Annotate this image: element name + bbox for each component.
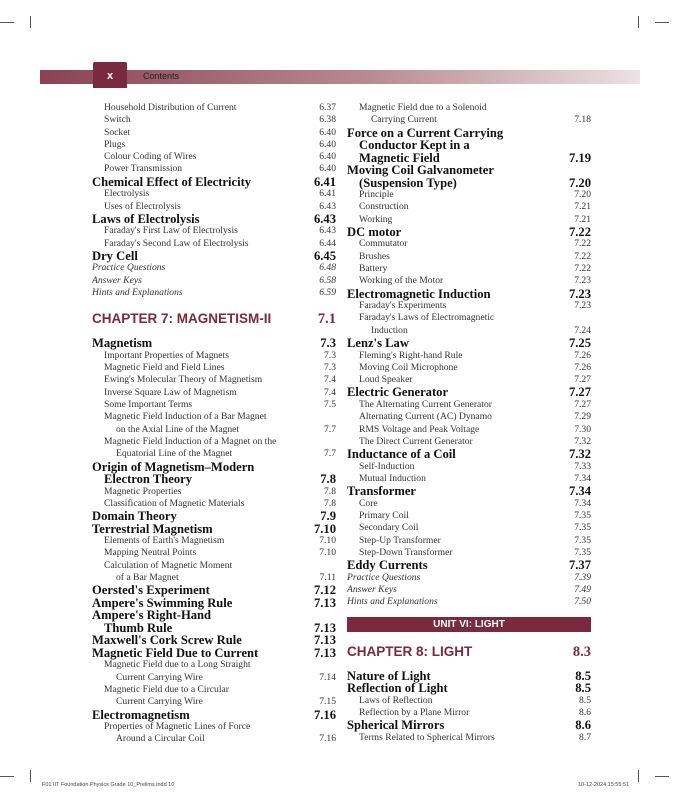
page-number: 7.20 bbox=[568, 175, 591, 190]
toc-topic bbox=[92, 709, 336, 722]
toc-title: Faraday's Experiments bbox=[359, 300, 447, 312]
page-number: 7.27 bbox=[574, 398, 591, 410]
toc-title: Practice Questions bbox=[347, 571, 421, 583]
toc-title: Brushes bbox=[359, 250, 390, 262]
toc-topic bbox=[92, 213, 336, 226]
toc-topic bbox=[92, 337, 336, 350]
toc-subtopic bbox=[92, 547, 336, 559]
page-number: 7.14 bbox=[319, 671, 336, 683]
toc-title: Ewing's Molecular Theory of Magnetism bbox=[104, 374, 263, 386]
toc-subtopic bbox=[92, 387, 336, 399]
toc-subtopic bbox=[347, 399, 591, 411]
toc-title: Carrying Current bbox=[371, 114, 437, 126]
page-number: 8.6 bbox=[575, 718, 591, 733]
page-number: 7.39 bbox=[574, 571, 591, 583]
chapter-heading bbox=[347, 644, 591, 660]
toc-title: Transformer bbox=[347, 484, 417, 499]
page-number: 7.32 bbox=[568, 447, 591, 462]
toc-subtopic bbox=[92, 275, 336, 287]
page-number: 7.12 bbox=[313, 583, 336, 598]
page-number: 7.16 bbox=[313, 707, 336, 722]
toc-subtopic bbox=[347, 596, 591, 608]
page-number: 7.26 bbox=[574, 361, 591, 373]
toc-topic bbox=[347, 719, 591, 732]
toc-title: Magnetic Field Induction of a Bar Magnet bbox=[104, 411, 267, 423]
toc-subtopic bbox=[92, 102, 336, 114]
page-number: 7.13 bbox=[313, 645, 336, 660]
toc-subtopic bbox=[92, 188, 336, 200]
toc-title: Magnetic Field due to a Circular bbox=[104, 683, 229, 695]
page-number: 7.29 bbox=[574, 411, 591, 423]
page-number: 7.34 bbox=[574, 497, 591, 509]
toc-title: Ampere's Swimming Rule bbox=[92, 595, 233, 610]
toc-title: DC motor bbox=[347, 224, 402, 239]
toc-title: Self-Induction bbox=[359, 460, 415, 472]
toc-topic bbox=[347, 559, 591, 572]
toc-title: Practice Questions bbox=[92, 262, 166, 274]
crop-mark bbox=[655, 776, 669, 777]
header-band bbox=[40, 70, 640, 84]
toc-topic bbox=[347, 485, 591, 498]
page-number: 7.1 bbox=[317, 311, 336, 328]
chapter-heading bbox=[92, 311, 336, 327]
toc-topic bbox=[92, 250, 336, 263]
toc-topic bbox=[347, 226, 591, 239]
toc-topic bbox=[92, 647, 336, 660]
toc-subtopic bbox=[92, 560, 336, 585]
toc-title: Electrolysis bbox=[104, 188, 150, 200]
page-number: 7.22 bbox=[568, 224, 591, 239]
toc-subtopic bbox=[92, 411, 336, 436]
toc-title: Magnetic Field Induction of a Magnet on the bbox=[104, 435, 277, 447]
toc-title: Terrestrial Magnetism bbox=[92, 521, 213, 536]
toc-title: (Suspension Type) bbox=[359, 175, 457, 190]
page-number: 7.32 bbox=[574, 435, 591, 447]
toc-title: Magnetic Field due to a Solenoid bbox=[359, 102, 487, 113]
toc-subtopic bbox=[347, 498, 591, 510]
toc-title: Important Properties of Magnets bbox=[104, 349, 229, 361]
crop-mark bbox=[30, 770, 31, 782]
toc-topic bbox=[347, 448, 591, 461]
toc-subtopic bbox=[92, 436, 336, 461]
page-number: 7.19 bbox=[568, 150, 591, 165]
crop-mark bbox=[638, 16, 639, 28]
toc-title: Chemical Effect of Electricity bbox=[92, 174, 252, 189]
toc-title: Magnetic Field bbox=[359, 150, 440, 165]
page-number: 7.23 bbox=[568, 286, 591, 301]
toc-topic bbox=[92, 176, 336, 189]
page-number: 7.10 bbox=[313, 521, 336, 536]
page-number: 7.18 bbox=[574, 114, 591, 126]
toc-subtopic bbox=[347, 522, 591, 534]
crop-mark bbox=[638, 770, 639, 782]
crop-mark bbox=[0, 22, 14, 23]
unit-heading bbox=[347, 617, 591, 632]
page-number: 7.25 bbox=[568, 336, 591, 351]
toc-title: Magnetic Field and Field Lines bbox=[104, 362, 225, 374]
toc-topic bbox=[347, 164, 591, 189]
page-number: 6.43 bbox=[313, 211, 336, 226]
toc-title: Spherical Mirrors bbox=[347, 718, 445, 733]
toc-title: Some Important Terms bbox=[104, 399, 193, 411]
toc-topic bbox=[92, 523, 336, 536]
toc-title: Electromagnetism bbox=[92, 707, 190, 722]
toc-title: Elements of Earth's Magnetism bbox=[104, 535, 225, 547]
page-number: 6.40 bbox=[319, 138, 336, 150]
toc-title: Thumb Rule bbox=[104, 620, 173, 635]
toc-title: Magnetism bbox=[92, 336, 153, 351]
toc-title: The Direct Current Generator bbox=[359, 435, 473, 447]
toc-subtopic bbox=[347, 732, 591, 744]
page-number: 7.34 bbox=[568, 484, 591, 499]
toc-subtopic bbox=[347, 350, 591, 362]
page-number: 7.35 bbox=[574, 534, 591, 546]
toc-subtopic bbox=[92, 163, 336, 175]
page-number: 8.5 bbox=[575, 681, 591, 696]
toc-title: Eddy Currents bbox=[347, 558, 428, 573]
page-number: 7.3 bbox=[324, 349, 336, 361]
page-number: 7.8 bbox=[320, 472, 336, 487]
toc-title: Core bbox=[359, 497, 378, 509]
toc-subtopic bbox=[347, 300, 591, 312]
toc-subtopic bbox=[347, 584, 591, 596]
page-number: 7.9 bbox=[320, 509, 336, 524]
page-number: 7.15 bbox=[319, 696, 336, 708]
page-number: 7.49 bbox=[574, 584, 591, 596]
page-number: 6.38 bbox=[319, 114, 336, 126]
toc-topic bbox=[347, 682, 591, 695]
toc-title: Domain Theory bbox=[92, 509, 177, 524]
toc-subtopic bbox=[347, 411, 591, 423]
toc-title: Induction bbox=[371, 324, 408, 336]
toc-title: Force on a Current Carrying bbox=[347, 125, 504, 140]
page-number: 7.35 bbox=[574, 546, 591, 558]
toc-subtopic bbox=[347, 275, 591, 287]
toc-title: Classification of Magnetic Materials bbox=[104, 497, 245, 509]
toc-subtopic bbox=[92, 486, 336, 498]
page-number: 7.11 bbox=[319, 572, 336, 584]
toc-title: Origin of Magnetism–Modern bbox=[92, 459, 255, 474]
toc-title: Mapping Neutral Points bbox=[104, 547, 197, 559]
toc-title: Plugs bbox=[104, 138, 126, 150]
toc-title: Step-Down Transformer bbox=[359, 546, 453, 558]
footer-timestamp: 10-12-2024 15:55:51 bbox=[578, 782, 630, 788]
toc-subtopic bbox=[92, 262, 336, 274]
toc-title: Primary Coil bbox=[359, 510, 409, 522]
toc-title: Working bbox=[359, 213, 393, 225]
toc-topic bbox=[92, 461, 336, 486]
toc-subtopic bbox=[347, 510, 591, 522]
page-number: 7.3 bbox=[320, 336, 336, 351]
page-number: 7.5 bbox=[324, 399, 336, 411]
page-number: 7.22 bbox=[574, 238, 591, 250]
page-number: 7.33 bbox=[574, 460, 591, 472]
toc-subtopic bbox=[347, 362, 591, 374]
page-number: 7.37 bbox=[568, 558, 591, 573]
toc-title: Inverse Square Law of Magnetism bbox=[104, 386, 237, 398]
running-header: Contents bbox=[143, 71, 180, 81]
toc-title: Step-Up Transformer bbox=[359, 534, 441, 546]
toc-title: Electric Generator bbox=[347, 385, 449, 400]
toc-title: Reflection by a Plane Mirror bbox=[359, 706, 470, 718]
toc-title: Conductor Kept in a bbox=[359, 138, 470, 153]
toc-subtopic bbox=[347, 189, 591, 201]
toc-subtopic bbox=[347, 263, 591, 275]
unit-title: UNIT VI: LIGHT bbox=[433, 618, 505, 630]
toc-title: Inductance of a Coil bbox=[347, 447, 456, 462]
toc-topic bbox=[347, 337, 591, 350]
toc-title: Switch bbox=[104, 114, 131, 126]
page-number: 7.13 bbox=[313, 633, 336, 648]
toc-subtopic bbox=[92, 535, 336, 547]
toc-title: CHAPTER 8: LIGHT bbox=[347, 643, 473, 659]
page-number: 6.40 bbox=[319, 163, 336, 175]
page-number: 7.16 bbox=[319, 733, 336, 745]
toc-title: of a Bar Magnet bbox=[116, 572, 179, 584]
toc-subtopic bbox=[92, 350, 336, 362]
toc-title: Loud Speaker bbox=[359, 374, 413, 386]
toc-column-right bbox=[347, 102, 591, 744]
toc-title: Answer Keys bbox=[347, 584, 397, 596]
toc-topic bbox=[347, 288, 591, 301]
toc-title: Battery bbox=[359, 263, 388, 275]
page-number: 7.21 bbox=[574, 201, 591, 213]
toc-title: Laws of Reflection bbox=[359, 694, 433, 706]
toc-subtopic bbox=[347, 535, 591, 547]
toc-title: Answer Keys bbox=[92, 274, 142, 286]
toc-title: Hints and Explanations bbox=[92, 287, 183, 299]
page-number: 8.7 bbox=[579, 731, 591, 743]
toc-title: Colour Coding of Wires bbox=[104, 151, 197, 163]
page-number: 7.13 bbox=[313, 595, 336, 610]
page-number: 7.4 bbox=[324, 374, 336, 386]
page-number: 7.13 bbox=[313, 620, 336, 635]
toc-subtopic bbox=[92, 374, 336, 386]
toc-subtopic bbox=[347, 102, 591, 127]
page-number: 7.30 bbox=[574, 423, 591, 435]
page-number: 7.35 bbox=[574, 510, 591, 522]
toc-title: Nature of Light bbox=[347, 668, 431, 683]
page-number: 7.34 bbox=[574, 472, 591, 484]
crop-mark bbox=[0, 776, 14, 777]
toc-title: The Alternating Current Generator bbox=[359, 398, 492, 410]
footer-file: F01 IIT Foundation Physics Grade 10_Prelims.indd 10 bbox=[42, 782, 175, 788]
page-number: 6.45 bbox=[313, 248, 336, 263]
page-number: 7.26 bbox=[574, 349, 591, 361]
toc-topic bbox=[92, 510, 336, 523]
toc-title: Power Transmission bbox=[104, 163, 183, 175]
page-number-tab: x bbox=[93, 62, 127, 88]
page-number: 7.7 bbox=[324, 448, 336, 460]
toc-subtopic bbox=[92, 399, 336, 411]
toc-title: Around a Circular Coil bbox=[116, 733, 205, 745]
page-number: 7.23 bbox=[574, 275, 591, 287]
page-number: 6.43 bbox=[319, 225, 336, 237]
toc-subtopic bbox=[347, 201, 591, 213]
crop-mark bbox=[30, 16, 31, 28]
toc-title: Ampere's Right-Hand bbox=[92, 608, 212, 623]
toc-subtopic bbox=[92, 721, 336, 746]
toc-title: Principle bbox=[359, 189, 394, 201]
toc-topic bbox=[92, 584, 336, 597]
toc-title: Electromagnetic Induction bbox=[347, 286, 491, 301]
toc-title: Equatorial Line of the Magnet bbox=[116, 448, 233, 460]
toc-title: Household Distribution of Current bbox=[104, 102, 237, 113]
toc-subtopic bbox=[92, 287, 336, 299]
page-number: 7.10 bbox=[319, 547, 336, 559]
toc-subtopic bbox=[92, 114, 336, 126]
toc-title: Laws of Electrolysis bbox=[92, 211, 200, 226]
page-number: 7.4 bbox=[324, 386, 336, 398]
page-number: 7.21 bbox=[574, 213, 591, 225]
page-number: 6.40 bbox=[319, 151, 336, 163]
page-number: 6.59 bbox=[319, 287, 336, 299]
page-number: 6.41 bbox=[313, 174, 336, 189]
toc-title: Fleming's Right-hand Rule bbox=[359, 349, 463, 361]
page-number: 7.22 bbox=[574, 250, 591, 262]
toc-title: Current Carrying Wire bbox=[116, 671, 203, 683]
toc-title: Terms Related to Spherical Mirrors bbox=[359, 731, 495, 743]
toc-subtopic bbox=[347, 695, 591, 707]
page-number: 8.3 bbox=[572, 643, 591, 660]
toc-subtopic bbox=[347, 238, 591, 250]
page-number: 8.6 bbox=[579, 706, 591, 718]
page-number: 7.8 bbox=[324, 497, 336, 509]
toc-title: Uses of Electrolysis bbox=[104, 200, 181, 212]
toc-subtopic bbox=[92, 127, 336, 139]
toc-topic bbox=[347, 386, 591, 399]
page-number: 8.5 bbox=[575, 668, 591, 683]
toc-title: Lenz's Law bbox=[347, 336, 409, 351]
toc-title: CHAPTER 7: MAGNETISM-II bbox=[92, 311, 272, 327]
toc-title: Faraday's First Law of Electrolysis bbox=[104, 225, 238, 237]
page-number: 6.44 bbox=[319, 237, 336, 249]
toc-title: Electron Theory bbox=[104, 472, 193, 487]
toc-column-left bbox=[92, 102, 336, 746]
toc-title: Commutator bbox=[359, 238, 408, 250]
toc-title: Maxwell's Cork Screw Rule bbox=[92, 633, 242, 648]
toc-title: Calculation of Magnetic Moment bbox=[104, 559, 233, 571]
toc-subtopic bbox=[347, 312, 591, 337]
toc-title: Socket bbox=[104, 126, 131, 138]
toc-title: Oersted's Experiment bbox=[92, 583, 210, 598]
toc-subtopic bbox=[347, 572, 591, 584]
toc-title: Construction bbox=[359, 201, 409, 213]
toc-title: Properties of Magnetic Lines of Force bbox=[104, 721, 251, 732]
toc-subtopic bbox=[92, 684, 336, 709]
toc-title: Magnetic Field due to a Long Straight bbox=[104, 659, 251, 671]
toc-title: Moving Coil Microphone bbox=[359, 361, 458, 373]
page-number: 7.27 bbox=[574, 374, 591, 386]
toc-title: Dry Cell bbox=[92, 248, 138, 263]
toc-topic bbox=[92, 609, 336, 634]
toc-title: Magnetic Field Due to Current bbox=[92, 645, 259, 660]
toc-subtopic bbox=[347, 424, 591, 436]
toc-subtopic bbox=[92, 151, 336, 163]
page-number: 6.40 bbox=[319, 126, 336, 138]
page-number: 7.23 bbox=[574, 300, 591, 312]
page-number: 7.8 bbox=[324, 485, 336, 497]
toc-title: on the Axial Line of the Magnet bbox=[116, 423, 240, 435]
page-number: 7.3 bbox=[324, 362, 336, 374]
page-number: 8.5 bbox=[579, 694, 591, 706]
page-number: 7.10 bbox=[319, 535, 336, 547]
page-number: 7.22 bbox=[574, 263, 591, 275]
toc-title: Current Carrying Wire bbox=[116, 696, 203, 708]
toc-subtopic bbox=[347, 251, 591, 263]
toc-subtopic bbox=[92, 225, 336, 237]
page-number: 7.24 bbox=[574, 324, 591, 336]
page-number: 6.41 bbox=[319, 188, 336, 200]
crop-mark bbox=[655, 22, 669, 23]
page-number: 7.7 bbox=[324, 423, 336, 435]
page-number: 6.48 bbox=[319, 262, 336, 274]
toc-title: Faraday's Laws of Electromagnetic bbox=[359, 312, 495, 324]
toc-topic bbox=[92, 634, 336, 647]
toc-subtopic bbox=[347, 461, 591, 473]
page-number: 7.27 bbox=[568, 385, 591, 400]
page-number: 6.58 bbox=[319, 274, 336, 286]
toc-title: Working of the Motor bbox=[359, 275, 444, 287]
toc-subtopic bbox=[92, 362, 336, 374]
toc-title: Mutual Induction bbox=[359, 472, 426, 484]
page-number: 7.50 bbox=[574, 596, 591, 608]
toc-title: Alternating Current (AC) Dynamo bbox=[359, 411, 492, 423]
toc-title: Faraday's Second Law of Electrolysis bbox=[104, 237, 249, 249]
toc-subtopic bbox=[92, 659, 336, 684]
toc-title: Secondary Coil bbox=[359, 522, 419, 534]
page-number: 6.43 bbox=[319, 200, 336, 212]
toc-topic bbox=[347, 127, 591, 165]
page-number: 7.20 bbox=[574, 189, 591, 201]
toc-title: Hints and Explanations bbox=[347, 596, 438, 608]
toc-subtopic bbox=[92, 139, 336, 151]
page-number: 7.35 bbox=[574, 522, 591, 534]
toc-title: RMS Voltage and Peak Voltage bbox=[359, 423, 480, 435]
toc-title: Magnetic Properties bbox=[104, 485, 182, 497]
toc-title: Moving Coil Galvanometer bbox=[347, 163, 494, 178]
page-number: 6.37 bbox=[319, 102, 336, 113]
toc-title: Reflection of Light bbox=[347, 681, 448, 696]
